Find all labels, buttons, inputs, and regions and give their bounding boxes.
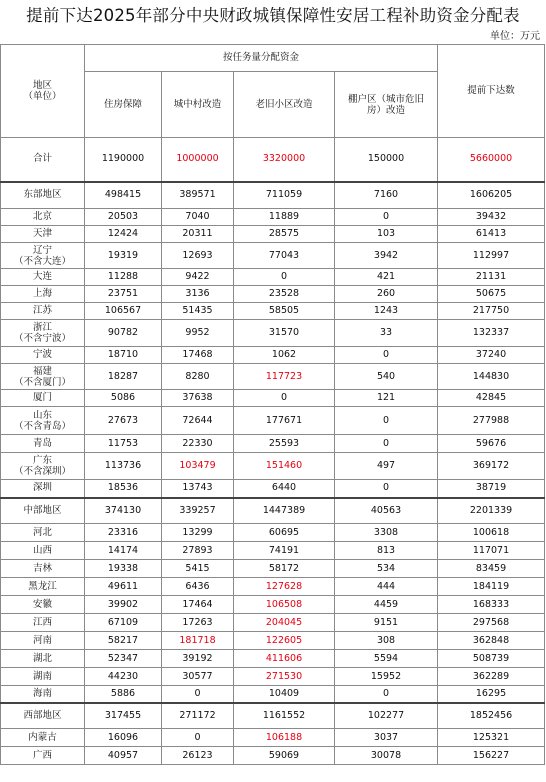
region-name-cell: 天津 [1, 226, 85, 243]
housing-value-cell: 19338 [85, 560, 162, 578]
header-total: 提前下达数 [438, 45, 545, 138]
total-value-cell: 21131 [438, 269, 545, 286]
urban-village-value-cell: 103479 [162, 453, 234, 480]
old-community-value-cell: 711059 [234, 182, 335, 209]
region-name-cell: 广西 [1, 747, 85, 765]
urban-village-value-cell: 9952 [162, 320, 234, 347]
old-community-value-cell: 106508 [234, 596, 335, 614]
old-community-value-cell: 3320000 [234, 138, 335, 182]
region-name-cell: 山西 [1, 542, 85, 560]
old-community-value-cell: 31570 [234, 320, 335, 347]
table-row [1, 407, 545, 435]
shantytown-value-cell: 103 [335, 226, 438, 243]
urban-village-value-cell: 181718 [162, 632, 234, 650]
header-urban-village: 城中村改造 [162, 72, 234, 138]
table-row [1, 632, 545, 650]
old-community-value-cell: 1447389 [234, 498, 335, 524]
total-value-cell: 277988 [438, 407, 545, 435]
shantytown-value-cell: 0 [335, 480, 438, 498]
table-row [1, 138, 545, 182]
region-name-cell [1, 320, 85, 347]
urban-village-value-cell: 17464 [162, 596, 234, 614]
housing-value-cell: 39902 [85, 596, 162, 614]
old-community-value-cell: 23528 [234, 286, 335, 303]
urban-village-value-cell: 20311 [162, 226, 234, 243]
urban-village-value-cell: 13743 [162, 480, 234, 498]
urban-village-value-cell: 9422 [162, 269, 234, 286]
urban-village-value-cell: 0 [162, 686, 234, 703]
total-value-cell: 59676 [438, 435, 545, 453]
region-name-cell: 黑龙江 [1, 578, 85, 596]
total-value-cell: 156227 [438, 747, 545, 765]
old-community-value-cell: 271530 [234, 668, 335, 686]
total-value-cell: 100618 [438, 524, 545, 542]
total-value-cell: 42845 [438, 390, 545, 407]
shantytown-value-cell: 0 [335, 347, 438, 364]
shantytown-value-cell: 308 [335, 632, 438, 650]
total-value-cell: 132337 [438, 320, 545, 347]
urban-village-value-cell: 0 [162, 729, 234, 747]
housing-value-cell: 19319 [85, 243, 162, 269]
region-name-cell: 江西 [1, 614, 85, 632]
table-row [1, 703, 545, 729]
region-name-cell [1, 364, 85, 390]
shantytown-value-cell: 1243 [335, 303, 438, 320]
total-value-cell: 38719 [438, 480, 545, 498]
region-name-cell: 北京 [1, 209, 85, 226]
shantytown-value-cell: 40563 [335, 498, 438, 524]
region-name-line: （不含厦门） [13, 376, 71, 388]
table-row [1, 226, 545, 243]
total-value-cell: 16295 [438, 686, 545, 703]
header-region [1, 45, 85, 138]
region-name-cell: 内蒙古 [1, 729, 85, 747]
region-name-line: 福建 [32, 365, 52, 377]
urban-village-value-cell: 17263 [162, 614, 234, 632]
housing-value-cell: 12424 [85, 226, 162, 243]
total-value-cell: 1606205 [438, 182, 545, 209]
region-name-cell: 大连 [1, 269, 85, 286]
region-name-cell: 河南 [1, 632, 85, 650]
region-name-line: （不含宁波） [13, 333, 71, 344]
shantytown-value-cell: 0 [335, 686, 438, 703]
total-value-cell: 61413 [438, 226, 545, 243]
region-name-line: （不含深圳） [13, 466, 71, 477]
urban-village-value-cell: 339257 [162, 498, 234, 524]
urban-village-value-cell: 6436 [162, 578, 234, 596]
housing-value-cell: 23316 [85, 524, 162, 542]
housing-value-cell: 18287 [85, 364, 162, 390]
housing-value-cell: 498415 [85, 182, 162, 209]
table-row [1, 542, 545, 560]
shantytown-value-cell: 150000 [335, 138, 438, 182]
table-row [1, 364, 545, 390]
region-name-cell: 安徽 [1, 596, 85, 614]
table-row [1, 729, 545, 747]
header-region-line2: （单位） [23, 91, 62, 102]
old-community-value-cell: 117723 [234, 364, 335, 390]
total-value-cell: 39432 [438, 209, 545, 226]
housing-value-cell: 18710 [85, 347, 162, 364]
region-name-cell: 吉林 [1, 560, 85, 578]
urban-village-value-cell: 389571 [162, 182, 234, 209]
table-row [1, 286, 545, 303]
old-community-value-cell: 127628 [234, 578, 335, 596]
total-value-cell: 50675 [438, 286, 545, 303]
total-value-cell: 362289 [438, 668, 545, 686]
shantytown-value-cell: 0 [335, 407, 438, 435]
housing-value-cell: 23751 [85, 286, 162, 303]
region-name-cell: 中部地区 [1, 498, 85, 524]
header-group: 按任务量分配资金 [85, 45, 438, 72]
region-name-cell: 河北 [1, 524, 85, 542]
housing-value-cell: 49611 [85, 578, 162, 596]
shantytown-value-cell: 3308 [335, 524, 438, 542]
region-name-cell: 东部地区 [1, 182, 85, 209]
urban-village-value-cell: 1000000 [162, 138, 234, 182]
total-value-cell: 125321 [438, 729, 545, 747]
shantytown-value-cell: 3037 [335, 729, 438, 747]
header-housing: 住房保障 [85, 72, 162, 138]
table-row [1, 524, 545, 542]
shantytown-value-cell: 0 [335, 209, 438, 226]
housing-value-cell: 106567 [85, 303, 162, 320]
urban-village-value-cell: 5415 [162, 560, 234, 578]
region-name-line: 广东 [32, 455, 52, 466]
shantytown-value-cell: 260 [335, 286, 438, 303]
total-value-cell: 144830 [438, 364, 545, 390]
region-name-cell: 湖北 [1, 650, 85, 668]
header-region-line1: 地区 [32, 80, 52, 91]
table-row [1, 614, 545, 632]
table-body [1, 138, 545, 765]
old-community-value-cell: 1161552 [234, 703, 335, 729]
region-name-cell: 海南 [1, 686, 85, 703]
table-row [1, 453, 545, 480]
region-name-cell: 江苏 [1, 303, 85, 320]
shantytown-value-cell: 534 [335, 560, 438, 578]
region-name-cell: 深圳 [1, 480, 85, 498]
urban-village-value-cell: 22330 [162, 435, 234, 453]
shantytown-value-cell: 4459 [335, 596, 438, 614]
housing-value-cell: 16096 [85, 729, 162, 747]
table-row [1, 686, 545, 703]
housing-value-cell: 90782 [85, 320, 162, 347]
old-community-value-cell: 177671 [234, 407, 335, 435]
total-value-cell: 369172 [438, 453, 545, 480]
total-value-cell: 117071 [438, 542, 545, 560]
region-name-line: （不含青岛） [13, 420, 71, 432]
region-name-cell: 青岛 [1, 435, 85, 453]
total-value-cell: 37240 [438, 347, 545, 364]
region-name-cell: 上海 [1, 286, 85, 303]
allocation-table [0, 44, 545, 765]
total-value-cell: 168333 [438, 596, 545, 614]
shantytown-value-cell: 813 [335, 542, 438, 560]
region-name-line: 浙江 [32, 322, 52, 333]
table-row [1, 560, 545, 578]
old-community-value-cell: 10409 [234, 686, 335, 703]
old-community-value-cell: 0 [234, 269, 335, 286]
region-name-cell: 厦门 [1, 390, 85, 407]
old-community-value-cell: 74191 [234, 542, 335, 560]
table-row [1, 269, 545, 286]
region-name-line: （不含大连） [13, 255, 71, 267]
urban-village-value-cell: 27893 [162, 542, 234, 560]
old-community-value-cell: 204045 [234, 614, 335, 632]
shantytown-value-cell: 102277 [335, 703, 438, 729]
shantytown-value-cell: 497 [335, 453, 438, 480]
urban-village-value-cell: 39192 [162, 650, 234, 668]
table-row [1, 650, 545, 668]
total-value-cell: 184119 [438, 578, 545, 596]
housing-value-cell: 11753 [85, 435, 162, 453]
shantytown-value-cell: 5594 [335, 650, 438, 668]
region-name-cell [1, 407, 85, 435]
shantytown-value-cell: 0 [335, 435, 438, 453]
header-old-community: 老旧小区改造 [234, 72, 335, 138]
old-community-value-cell: 151460 [234, 453, 335, 480]
table-row [1, 435, 545, 453]
shantytown-value-cell: 540 [335, 364, 438, 390]
shantytown-value-cell: 121 [335, 390, 438, 407]
old-community-value-cell: 77043 [234, 243, 335, 269]
urban-village-value-cell: 30577 [162, 668, 234, 686]
housing-value-cell: 11288 [85, 269, 162, 286]
housing-value-cell: 14174 [85, 542, 162, 560]
urban-village-value-cell: 72644 [162, 407, 234, 435]
housing-value-cell: 18536 [85, 480, 162, 498]
urban-village-value-cell: 17468 [162, 347, 234, 364]
old-community-value-cell: 11889 [234, 209, 335, 226]
unit-label: 单位：万元 [490, 31, 540, 42]
region-name-line: 辽宁 [32, 244, 52, 256]
old-community-value-cell: 1062 [234, 347, 335, 364]
old-community-value-cell: 6440 [234, 480, 335, 498]
table-row [1, 303, 545, 320]
region-name-cell: 合计 [1, 138, 85, 182]
total-value-cell: 2201339 [438, 498, 545, 524]
old-community-value-cell: 122605 [234, 632, 335, 650]
housing-value-cell: 52347 [85, 650, 162, 668]
table-row [1, 209, 545, 226]
housing-value-cell: 374130 [85, 498, 162, 524]
region-name-line: 山东 [32, 409, 52, 421]
urban-village-value-cell: 8280 [162, 364, 234, 390]
total-value-cell: 362848 [438, 632, 545, 650]
shantytown-value-cell: 15952 [335, 668, 438, 686]
total-value-cell: 5660000 [438, 138, 545, 182]
shantytown-value-cell: 9151 [335, 614, 438, 632]
region-name-cell [1, 453, 85, 480]
shantytown-value-cell: 421 [335, 269, 438, 286]
table-row [1, 498, 545, 524]
old-community-value-cell: 58505 [234, 303, 335, 320]
shantytown-value-cell: 3942 [335, 243, 438, 269]
urban-village-value-cell: 12693 [162, 243, 234, 269]
table-row [1, 596, 545, 614]
old-community-value-cell: 59069 [234, 747, 335, 765]
table-row [1, 747, 545, 765]
total-value-cell: 83459 [438, 560, 545, 578]
table-row [1, 243, 545, 269]
table-row [1, 320, 545, 347]
old-community-value-cell: 25593 [234, 435, 335, 453]
table-row [1, 480, 545, 498]
urban-village-value-cell: 26123 [162, 747, 234, 765]
shantytown-value-cell: 7160 [335, 182, 438, 209]
table-row [1, 347, 545, 364]
total-value-cell: 112997 [438, 243, 545, 269]
shantytown-value-cell: 444 [335, 578, 438, 596]
shantytown-value-cell: 30078 [335, 747, 438, 765]
old-community-value-cell: 28575 [234, 226, 335, 243]
housing-value-cell: 5086 [85, 390, 162, 407]
total-value-cell: 1852456 [438, 703, 545, 729]
total-value-cell: 508739 [438, 650, 545, 668]
old-community-value-cell: 58172 [234, 560, 335, 578]
urban-village-value-cell: 3136 [162, 286, 234, 303]
old-community-value-cell: 411606 [234, 650, 335, 668]
urban-village-value-cell: 13299 [162, 524, 234, 542]
housing-value-cell: 40957 [85, 747, 162, 765]
region-name-cell: 西部地区 [1, 703, 85, 729]
region-name-cell: 宁波 [1, 347, 85, 364]
housing-value-cell: 5886 [85, 686, 162, 703]
housing-value-cell: 67109 [85, 614, 162, 632]
table-row [1, 390, 545, 407]
housing-value-cell: 113736 [85, 453, 162, 480]
housing-value-cell: 27673 [85, 407, 162, 435]
table-row [1, 578, 545, 596]
table-row [1, 182, 545, 209]
housing-value-cell: 317455 [85, 703, 162, 729]
page-title: 提前下达2025年部分中央财政城镇保障性安居工程补助资金分配表 [26, 6, 520, 25]
region-name-cell: 湖南 [1, 668, 85, 686]
housing-value-cell: 1190000 [85, 138, 162, 182]
housing-value-cell: 20503 [85, 209, 162, 226]
old-community-value-cell: 0 [234, 390, 335, 407]
shantytown-value-cell: 33 [335, 320, 438, 347]
old-community-value-cell: 106188 [234, 729, 335, 747]
total-value-cell: 297568 [438, 614, 545, 632]
urban-village-value-cell: 37638 [162, 390, 234, 407]
housing-value-cell: 58217 [85, 632, 162, 650]
housing-value-cell: 44230 [85, 668, 162, 686]
header-shantytown: 棚户区（城市危旧房）改造 [335, 72, 438, 138]
urban-village-value-cell: 271172 [162, 703, 234, 729]
region-name-cell [1, 243, 85, 269]
urban-village-value-cell: 51435 [162, 303, 234, 320]
urban-village-value-cell: 7040 [162, 209, 234, 226]
old-community-value-cell: 60695 [234, 524, 335, 542]
total-value-cell: 217750 [438, 303, 545, 320]
table-row [1, 668, 545, 686]
